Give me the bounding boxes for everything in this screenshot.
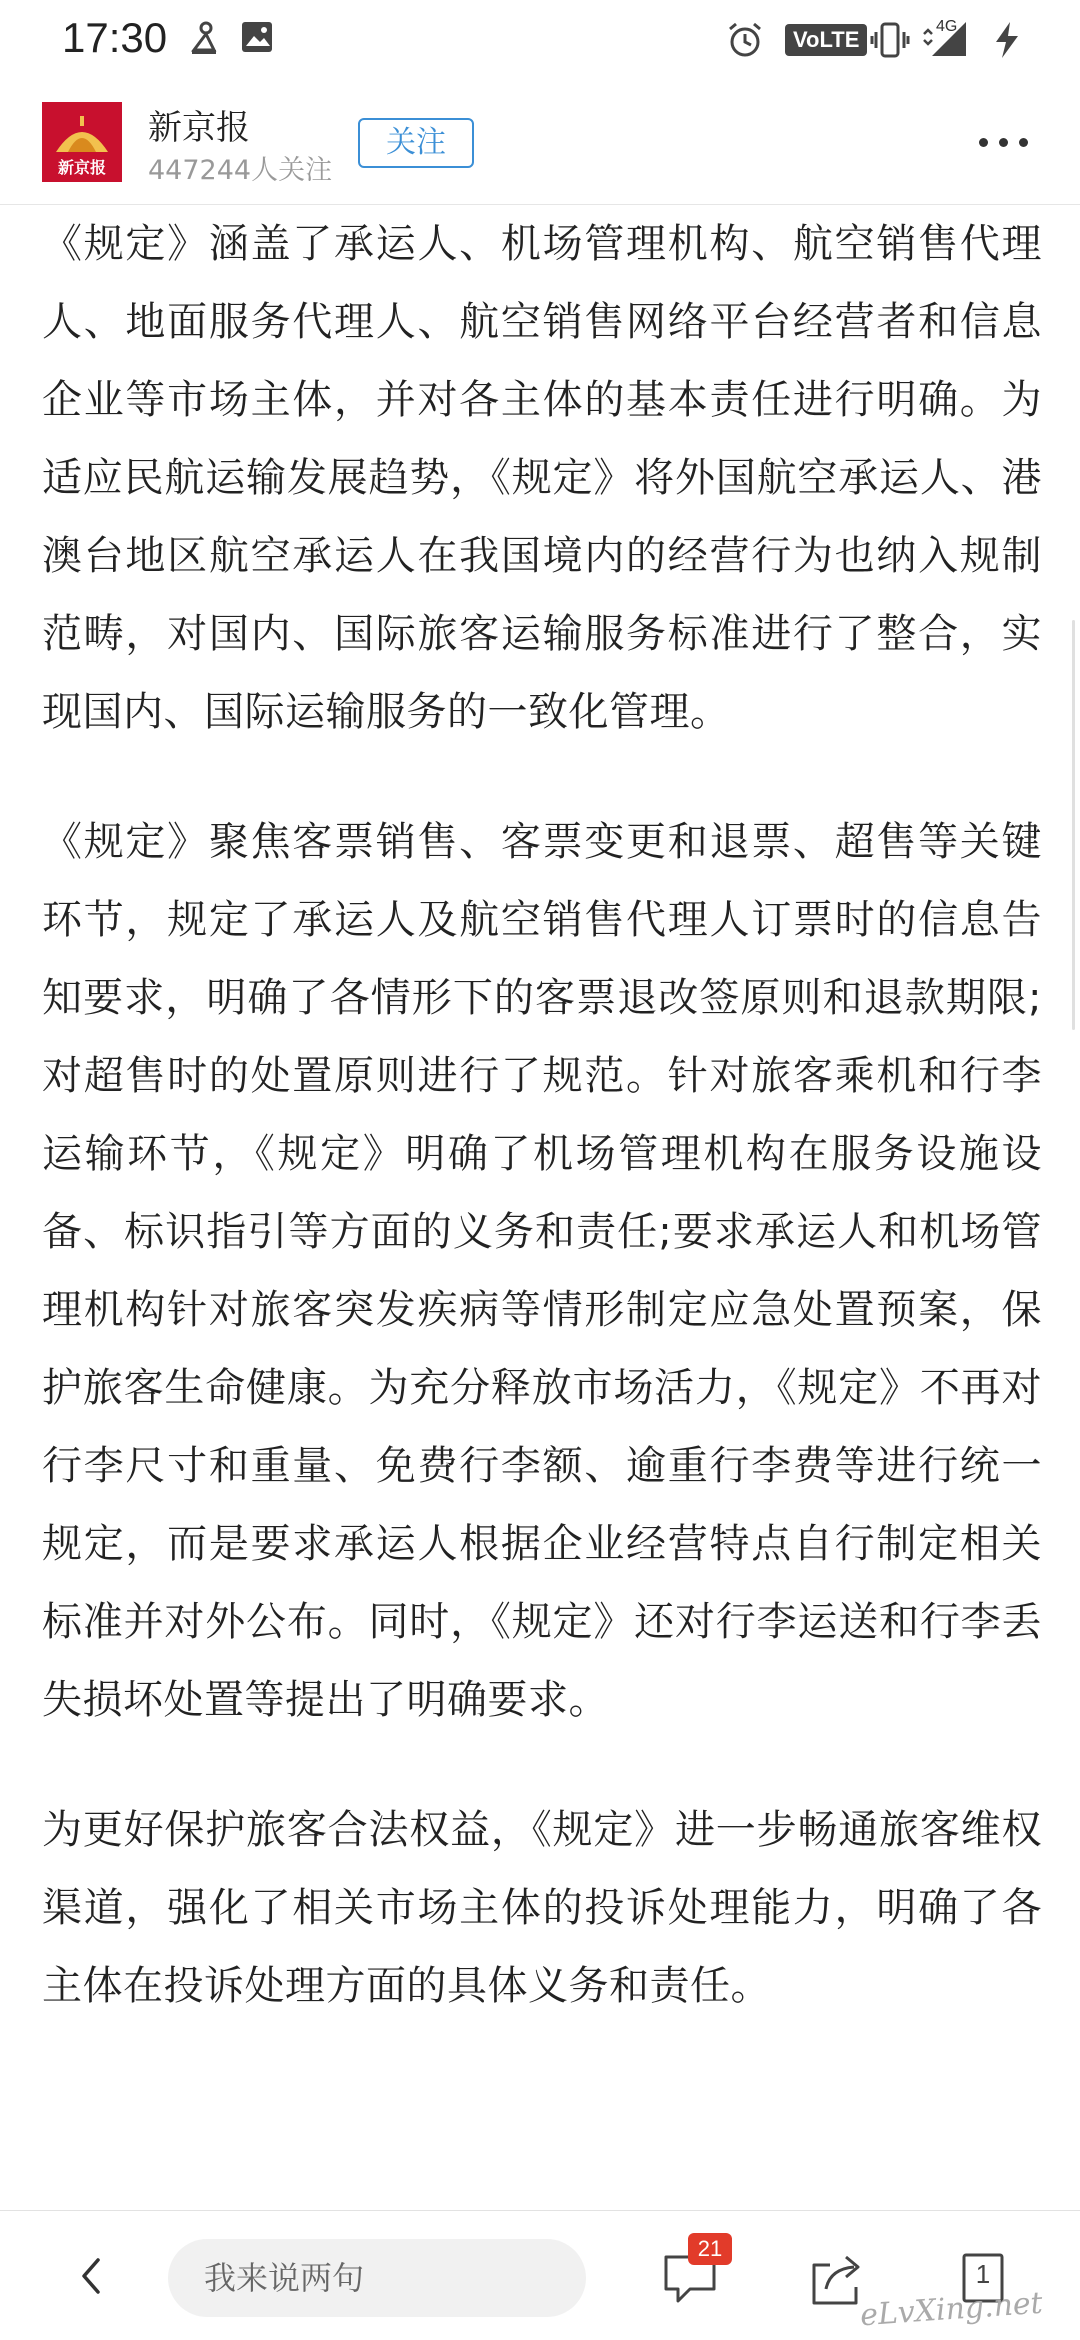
publisher-header [0, 80, 1080, 205]
follow-button[interactable]: 关注 [358, 118, 474, 168]
watermark: eLvXing.net [859, 2285, 1044, 2334]
status-bar [0, 0, 1080, 80]
battery-charging-icon [990, 20, 1024, 64]
scrollbar[interactable] [1072, 620, 1075, 1030]
back-arrow-icon[interactable] [72, 2256, 112, 2296]
network-type: 4G [936, 18, 958, 35]
volte-icon: VoLTE [785, 24, 867, 56]
article-paragraph: 为更好保护旅客合法权益，《规定》进一步畅通旅客维权渠道，强化了相关市场主体的投诉处理能力，明确了各主体在投诉处理方面的具体义务和责任。 [42, 1807, 1042, 2009]
more-dots-icon[interactable] [975, 128, 1035, 158]
publisher-name[interactable]: 新京报 [148, 108, 250, 148]
comment-input[interactable]: 我来说两句 [168, 2239, 586, 2317]
status-time: 17:30 [62, 14, 168, 61]
image-icon [240, 20, 274, 58]
comment-count-badge: 21 [688, 2233, 732, 2265]
alarm-icon [725, 20, 765, 64]
follower-count: 447244人关注 [148, 155, 333, 186]
article-paragraph: 《规定》涵盖了承运人、机场管理机构、航空销售代理人、地面服务代理人、航空销售网络平台经营者和信息企业等市场主体，并对各主体的基本责任进行明确。为适应民航运输发展趋势，《规定》将外国航空承运人、港澳台地区航空承运人在我国境内的经营行为也纳入规制范畴，对国内、国际旅客运输服务标准进行了整合，实现国内、国际运输服务的一致化管理。 [42, 221, 1042, 735]
article-body [42, 205, 1042, 2210]
vibrate-icon [870, 20, 910, 64]
publisher-logo[interactable]: 新京报 [42, 102, 122, 182]
notification-icon [188, 20, 220, 60]
page-count: 1 [975, 2259, 991, 2289]
article-paragraph: 《规定》聚焦客票销售、客票变更和退票、超售等关键环节，规定了承运人及航空销售代理人订票时的信息告知要求，明确了各情形下的客票退改签原则和退款期限;对超售时的处置原则进行了规范。针对旅客乘机和行李运输环节，《规定》明确了机场管理机构在服务设施设备、标识指引等方面的义务和责任;要求承运人和机场管理机构针对旅客突发疾病等情形制定应急处置预案，保护旅客生命健康。为充分释放市场活力，《规定》不再对行李尺寸和重量、免费行李额、逾重行李费等进行统一规定，而是要求承运人根据企业经营特点自行制定相关标准并对外公布。同时，《规定》还对行李运送和行李丢失损坏处置等提出了明确要求。 [42, 819, 1042, 1723]
